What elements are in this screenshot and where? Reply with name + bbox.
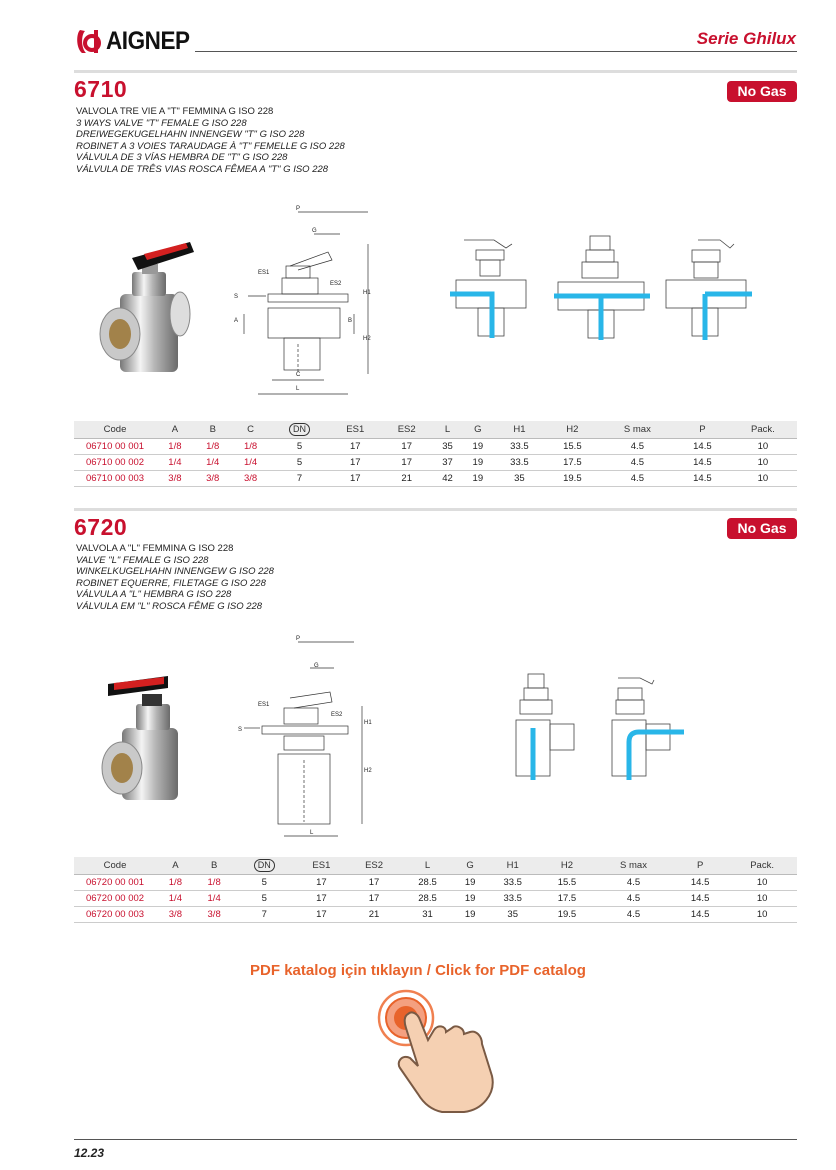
cell: 3/8 xyxy=(194,471,232,487)
dim-label-es1: ES1 xyxy=(258,702,270,708)
code-cell: 06720 00 002 xyxy=(74,891,156,907)
cell: 21 xyxy=(381,471,432,487)
dim-label-p: P xyxy=(296,206,301,212)
cell: 5 xyxy=(269,455,329,471)
section-divider xyxy=(74,70,797,73)
flow-diagram-1 xyxy=(450,240,526,338)
table-row xyxy=(74,875,797,891)
desc-line: VALVOLA TRE VIE A "T" FEMMINA G ISO 228 xyxy=(76,106,274,117)
dim-label-l: L xyxy=(310,830,314,836)
flow-diagram-3 xyxy=(666,240,752,340)
cell: 33.5 xyxy=(486,891,540,907)
cell: 14.5 xyxy=(676,471,729,487)
cell: 35 xyxy=(432,439,462,455)
aignep-logo-icon xyxy=(74,26,104,56)
col-header: H2 xyxy=(540,857,594,875)
col-header: Pack. xyxy=(727,857,797,875)
cell: 15.5 xyxy=(546,439,599,455)
code-cell: 06710 00 002 xyxy=(74,455,156,471)
desc-line: VÁLVULA DE TRÊS VIAS ROSCA FÊMEA A "T" G ISO 228 xyxy=(76,163,329,175)
col-header: A xyxy=(156,421,194,439)
cell: 17.5 xyxy=(546,455,599,471)
col-header: B xyxy=(195,857,234,875)
cell: 17 xyxy=(330,471,381,487)
cell: 17 xyxy=(295,907,348,923)
code-cell: 06720 00 003 xyxy=(74,907,156,923)
cell: 17 xyxy=(348,891,401,907)
col-header: A xyxy=(156,857,195,875)
spec-table xyxy=(74,857,797,923)
col-header: ES2 xyxy=(381,421,432,439)
cell: 1/8 xyxy=(232,439,270,455)
cell: 17 xyxy=(330,455,381,471)
dim-label-es1: ES1 xyxy=(258,270,270,276)
flow-diagram-1 xyxy=(516,674,574,780)
dim-label-h1: H1 xyxy=(364,720,372,726)
product-description xyxy=(76,106,345,175)
code-cell: 06710 00 001 xyxy=(74,439,156,455)
cell: 17 xyxy=(330,439,381,455)
col-header: Pack. xyxy=(729,421,797,439)
col-header: H2 xyxy=(546,421,599,439)
cell: 7 xyxy=(269,471,329,487)
cell: 4.5 xyxy=(599,439,676,455)
desc-line: VALVE "L" FEMALE G ISO 228 xyxy=(76,554,209,566)
col-header: S max xyxy=(594,857,673,875)
cell: 19 xyxy=(455,907,486,923)
dim-label-h2: H2 xyxy=(364,768,372,774)
cell: 1/4 xyxy=(156,455,194,471)
cell: 10 xyxy=(727,907,797,923)
header-divider xyxy=(195,51,797,52)
cell: 21 xyxy=(348,907,401,923)
col-header: ES2 xyxy=(348,857,401,875)
cell: 17.5 xyxy=(540,891,594,907)
footer-divider xyxy=(74,1139,797,1140)
cell: 19 xyxy=(455,891,486,907)
col-header: L xyxy=(432,421,462,439)
dim-label-s: S xyxy=(238,727,243,733)
desc-line: VALVOLA A "L" FEMMINA G ISO 228 xyxy=(76,543,234,554)
pdf-catalog-link[interactable]: PDF katalog için tıklayın / Click for PDF catalog xyxy=(250,962,586,979)
dim-label-es2: ES2 xyxy=(330,281,342,287)
section-divider xyxy=(74,508,797,511)
cell: 7 xyxy=(234,907,296,923)
cell: 5 xyxy=(234,875,296,891)
no-gas-badge: No Gas xyxy=(727,518,797,539)
flow-diagram-2 xyxy=(612,678,684,780)
cell: 10 xyxy=(727,891,797,907)
cell: 1/8 xyxy=(195,875,234,891)
cell: 4.5 xyxy=(594,907,673,923)
table-row xyxy=(74,455,797,471)
cell: 10 xyxy=(727,875,797,891)
col-header: B xyxy=(194,421,232,439)
table-header-row xyxy=(74,857,797,875)
cell: 14.5 xyxy=(676,439,729,455)
col-header: G xyxy=(463,421,493,439)
series-title: Serie Ghilux xyxy=(696,29,796,48)
col-header: ES1 xyxy=(295,857,348,875)
no-gas-badge: No Gas xyxy=(727,81,797,102)
cell: 4.5 xyxy=(594,875,673,891)
product-description xyxy=(76,543,274,612)
cell: 19 xyxy=(455,875,486,891)
cell: 14.5 xyxy=(673,891,727,907)
col-header: S max xyxy=(599,421,676,439)
cell: 10 xyxy=(729,439,797,455)
desc-line: VÁLVULA EM "L" ROSCA FÊME G ISO 228 xyxy=(76,600,263,612)
dim-label-l: L xyxy=(296,386,300,392)
cell: 10 xyxy=(729,471,797,487)
cell: 1/4 xyxy=(232,455,270,471)
dn-icon: DN xyxy=(254,859,275,872)
flow-diagrams xyxy=(506,668,696,793)
cell: 4.5 xyxy=(599,455,676,471)
cell: 19 xyxy=(463,455,493,471)
dim-label-b: B xyxy=(348,318,353,324)
cell: 3/8 xyxy=(156,471,194,487)
dim-label-es2: ES2 xyxy=(331,712,343,718)
table-row xyxy=(74,891,797,907)
table-header-row xyxy=(74,421,797,439)
dim-label-c: C xyxy=(296,372,301,378)
dim-label-h1: H1 xyxy=(363,290,371,296)
table-row xyxy=(74,439,797,455)
col-header: Code xyxy=(74,857,156,875)
col-header: H1 xyxy=(493,421,546,439)
cell: 33.5 xyxy=(493,439,546,455)
cell: 17 xyxy=(295,875,348,891)
cell: 1/8 xyxy=(194,439,232,455)
dim-label-g: G xyxy=(312,228,317,234)
dim-label-a: A xyxy=(234,318,239,324)
product-code-title: 6710 xyxy=(74,76,128,102)
cell: 4.5 xyxy=(599,471,676,487)
valve-product-photo xyxy=(92,236,212,391)
technical-drawing xyxy=(234,636,374,851)
click-hand-icon[interactable] xyxy=(372,984,502,1119)
dim-label-s: S xyxy=(234,294,239,300)
spec-table xyxy=(74,421,797,487)
flow-diagram-2 xyxy=(554,236,650,340)
col-header-dn xyxy=(269,421,329,439)
cell: 35 xyxy=(486,907,540,923)
desc-line: 3 WAYS VALVE "T" FEMALE G ISO 228 xyxy=(76,117,247,129)
cell: 17 xyxy=(381,455,432,471)
desc-line: VÁLVULA DE 3 VÍAS HEMBRA DE "T" G ISO 228 xyxy=(76,152,288,163)
desc-line: VÁLVULA A "L" HEMBRA G ISO 228 xyxy=(76,589,232,600)
flow-diagrams xyxy=(436,228,766,353)
cell: 19 xyxy=(463,471,493,487)
cell: 15.5 xyxy=(540,875,594,891)
cell: 35 xyxy=(493,471,546,487)
brand-name: AIGNEP xyxy=(106,26,190,55)
col-header: P xyxy=(673,857,727,875)
col-header-dn xyxy=(234,857,296,875)
technical-drawing xyxy=(228,204,378,409)
cell: 19 xyxy=(463,439,493,455)
cell: 4.5 xyxy=(594,891,673,907)
valve-product-photo xyxy=(92,668,212,823)
cell: 10 xyxy=(729,455,797,471)
cell: 28.5 xyxy=(400,891,454,907)
col-header: ES1 xyxy=(330,421,381,439)
cell: 28.5 xyxy=(400,875,454,891)
cell: 1/4 xyxy=(195,891,234,907)
desc-line: WINKELKUGELHAHN INNENGEW G ISO 228 xyxy=(76,566,274,577)
cell: 5 xyxy=(234,891,296,907)
table-row xyxy=(74,907,797,923)
table-row xyxy=(74,471,797,487)
cell: 1/8 xyxy=(156,875,195,891)
cell: 14.5 xyxy=(676,455,729,471)
dim-label-g: G xyxy=(314,663,319,669)
cell: 3/8 xyxy=(195,907,234,923)
col-header: Code xyxy=(74,421,156,439)
cell: 14.5 xyxy=(673,907,727,923)
cell: 31 xyxy=(400,907,454,923)
cell: 1/8 xyxy=(156,439,194,455)
dim-label-h2: H2 xyxy=(363,336,371,342)
code-cell: 06720 00 001 xyxy=(74,875,156,891)
cell: 3/8 xyxy=(232,471,270,487)
product-code-title: 6720 xyxy=(74,514,128,540)
cell: 1/4 xyxy=(156,891,195,907)
cell: 17 xyxy=(295,891,348,907)
col-header: C xyxy=(232,421,270,439)
cell: 17 xyxy=(381,439,432,455)
cell: 42 xyxy=(432,471,462,487)
cell: 5 xyxy=(269,439,329,455)
desc-line: DREIWEGEKUGELHAHN INNENGEW "T" G ISO 228 xyxy=(76,129,305,140)
cell: 33.5 xyxy=(486,875,540,891)
dim-label-p: P xyxy=(296,636,301,642)
desc-line: ROBINET EQUERRE, FILETAGE G ISO 228 xyxy=(76,577,266,589)
cell: 14.5 xyxy=(673,875,727,891)
cell: 3/8 xyxy=(156,907,195,923)
desc-line: ROBINET A 3 VOIES TARAUDAGE À "T" FEMELLE G ISO 228 xyxy=(76,140,345,152)
cell: 17 xyxy=(348,875,401,891)
col-header: L xyxy=(400,857,454,875)
col-header: G xyxy=(455,857,486,875)
cell: 37 xyxy=(432,455,462,471)
brand-logo xyxy=(74,24,199,58)
cell: 19.5 xyxy=(540,907,594,923)
cell: 33.5 xyxy=(493,455,546,471)
col-header: H1 xyxy=(486,857,540,875)
page-number: 12.23 xyxy=(74,1146,105,1160)
dn-icon: DN xyxy=(289,423,310,436)
cell: 1/4 xyxy=(194,455,232,471)
cell: 19.5 xyxy=(546,471,599,487)
col-header: P xyxy=(676,421,729,439)
code-cell: 06710 00 003 xyxy=(74,471,156,487)
